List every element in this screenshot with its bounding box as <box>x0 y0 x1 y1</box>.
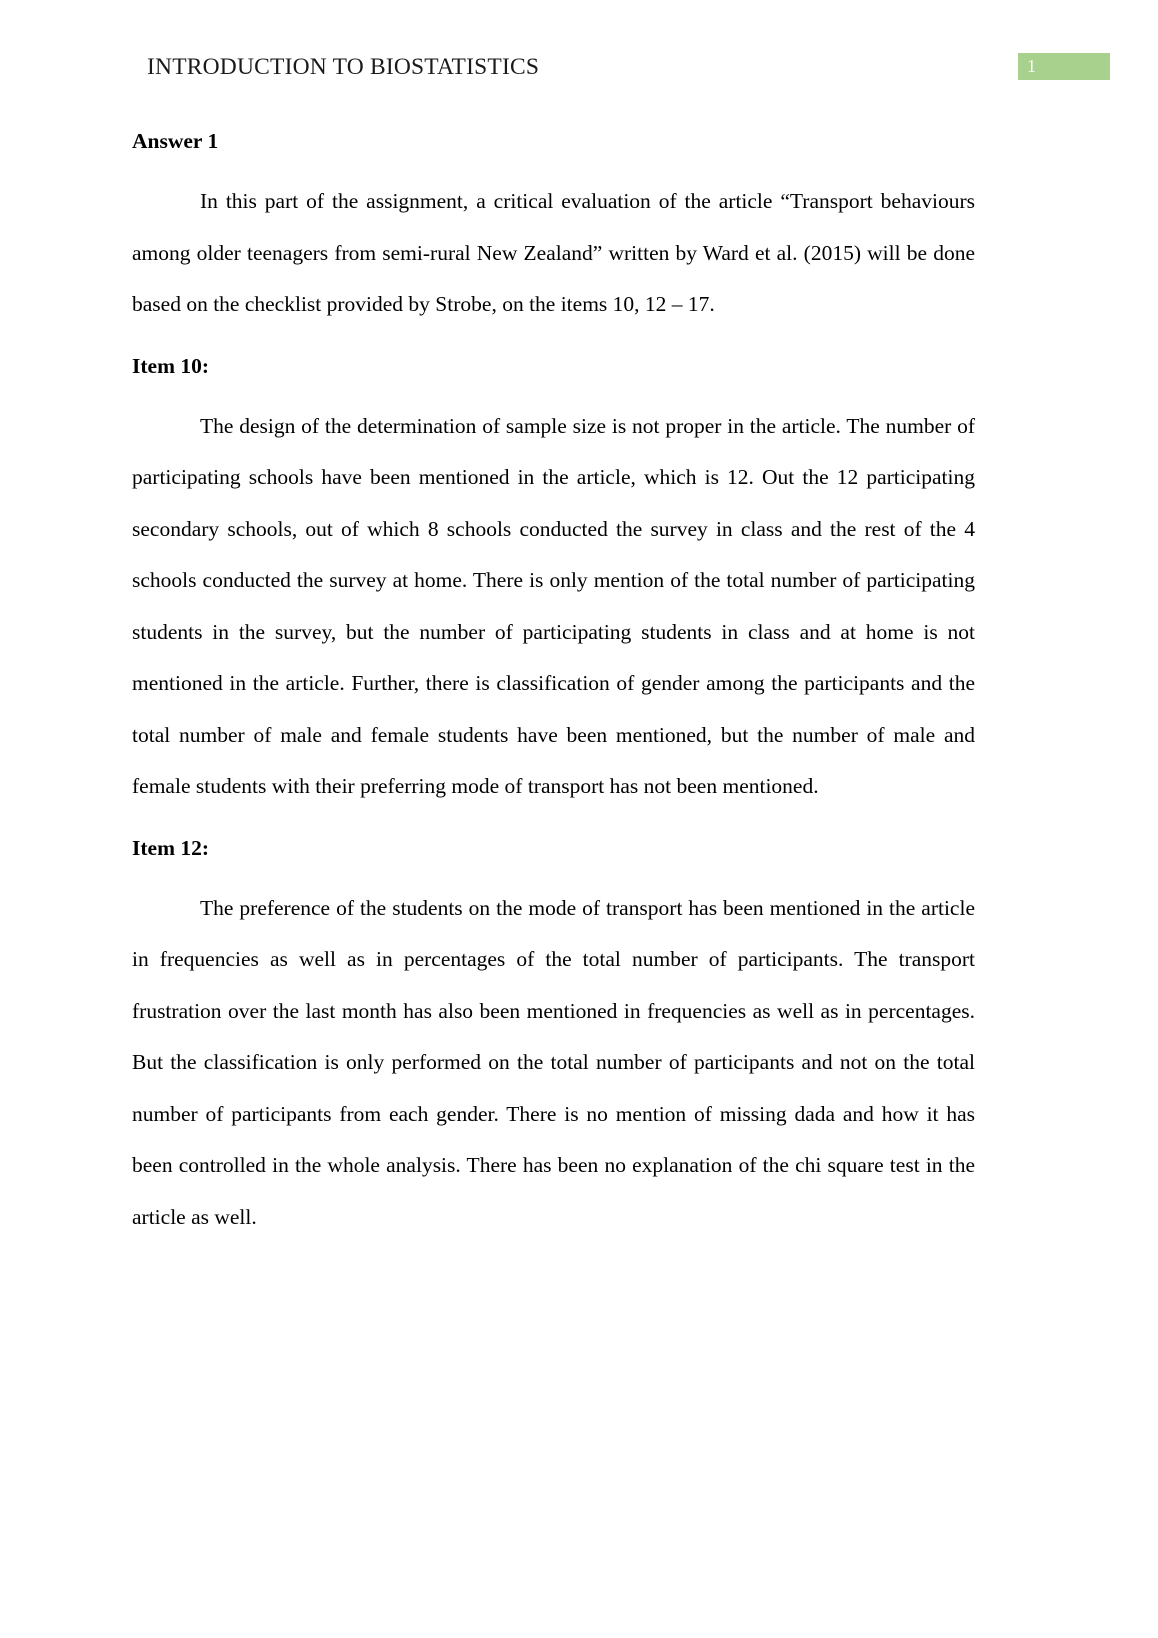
paragraph-item-12: The preference of the students on the mode of transport has been mentioned in the article in frequencies as well as in percentages of the total number of participants. The transport frustration over the last month has also been mentioned in frequencies as well as in percentages. But the classification is only performed on the total number of participants and not on the total number of participants from each gender. There is no mention of missing dada and how it has been controlled in the whole analysis. There has been no explanation of the chi square test in the article as well. <box>132 895 975 1229</box>
spacer-before-item-12-heading <box>132 813 975 833</box>
paragraph-introduction: In this part of the assignment, a critical evaluation of the article “Transport behaviours among older teenagers from semi-rural New Zealand” written by Ward et al. (2015) will be done based on the checklist provided by Strobe, on the items 10, 12 – 17. <box>132 189 975 316</box>
heading-answer-1: Answer 1 <box>132 129 219 153</box>
heading-item-10: Item 10: <box>132 353 210 378</box>
spacer-after-answer-heading <box>132 156 975 176</box>
document-body <box>132 126 975 1243</box>
document-header-title: INTRODUCTION TO BIOSTATISTICS <box>147 54 540 80</box>
page-number-badge <box>1018 53 1110 80</box>
page-header <box>0 52 1158 86</box>
paragraph-item-10: The design of the determination of sample size is not proper in the article. The number of participating schools have been mentioned in the article, which is 12. Out the 12 participating secondary schools, out of which 8 schools conducted the survey in class and the rest of the 4 schools conducted the survey at home. There is only mention of the total number of participating students in the survey, but the number of participating students in class and at home is not mentioned in the article. Further, there is classification of gender among the participants and the total number of male and female students have been mentioned, but the number of male and female students with their preferring mode of transport has not been mentioned. <box>132 413 975 798</box>
spacer-after-item-10-heading <box>132 381 975 401</box>
page-number-label: 1 <box>1027 56 1036 76</box>
heading-item-12: Item 12: <box>132 835 210 860</box>
spacer-after-item-12-heading <box>132 863 975 883</box>
spacer-before-item-10-heading <box>132 331 975 351</box>
